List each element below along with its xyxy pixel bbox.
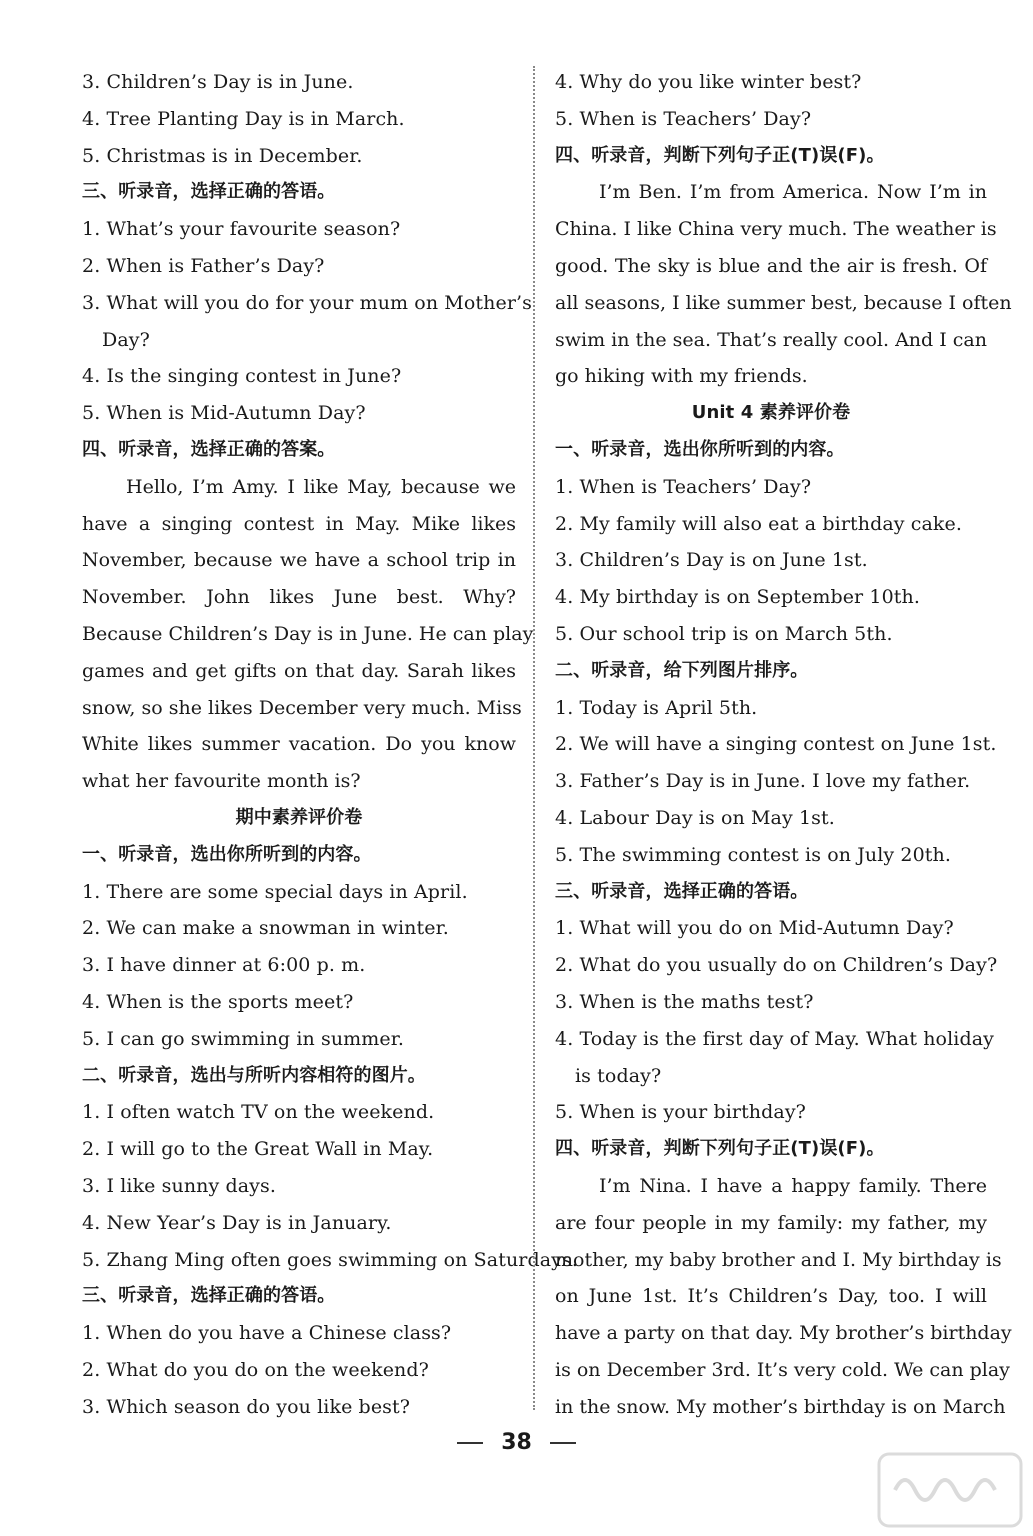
column-divider <box>533 66 535 1410</box>
question-line: 2. We will have a singing contest on June 1st. <box>555 733 997 756</box>
question-line: 3. I have dinner at 6:00 p. m. <box>82 954 366 977</box>
question-line: 3. I like sunny days. <box>82 1174 277 1197</box>
section-heading: 四、听录音，选择正确的答案。 <box>82 438 336 460</box>
passage-line: China. I like China very much. The weather is <box>555 218 997 241</box>
question-line: is today? <box>575 1064 662 1087</box>
question-line: Day? <box>102 328 150 351</box>
passage-line: all seasons, I like summer best, because I often <box>555 291 1012 314</box>
question-line: 1. When do you have a Chinese class? <box>82 1322 452 1345</box>
watermark-logo <box>875 1450 1025 1530</box>
footer-dash-right <box>550 1442 576 1444</box>
passage-line: are four people in my family: my father, my <box>555 1211 987 1234</box>
question-line: 5. When is your birthday? <box>555 1101 806 1124</box>
question-line: 3. When is the maths test? <box>555 990 814 1013</box>
question-line: 4. Why do you like winter best? <box>555 71 862 93</box>
section-heading: 四、听录音，判断下列句子正(T)误(F)。 <box>555 1138 885 1160</box>
question-line: 4. When is the sports meet? <box>82 990 354 1013</box>
question-line: 3. Children’s Day is in June. <box>82 71 354 93</box>
question-line: 1. What’s your favourite season? <box>82 218 401 241</box>
question-line: 5. When is Teachers’ Day? <box>555 107 812 130</box>
question-line: 1. What will you do on Mid-Autumn Day? <box>555 917 954 940</box>
passage-line: I’m Ben. I’m from America. Now I’m in <box>599 181 987 204</box>
question-line: 3. Children’s Day is on June 1st. <box>555 549 868 572</box>
section-heading: 三、听录音，选择正确的答语。 <box>555 880 809 902</box>
passage-line: in the snow. My mother’s birthday is on March <box>555 1395 1006 1418</box>
passage-line: White likes summer vacation. Do you know <box>82 733 516 756</box>
passage-line: games and get gifts on that day. Sarah likes <box>82 659 516 682</box>
question-line: 4. New Year’s Day is in January. <box>82 1211 392 1234</box>
question-line: 3. Father’s Day is in June. I love my father. <box>555 770 971 793</box>
passage <box>555 1168 1012 1426</box>
question-line: 3. What will you do for your mum on Mother’s <box>82 291 532 314</box>
question-line: 2. My family will also eat a birthday cake. <box>555 512 963 535</box>
question-line: 3. Which season do you like best? <box>82 1395 411 1418</box>
section-heading: 三、听录音，选择正确的答语。 <box>82 181 336 203</box>
section-heading: 三、听录音，选择正确的答语。 <box>82 1285 336 1307</box>
question-line: 4. My birthday is on September 10th. <box>555 586 920 609</box>
question-line: 5. When is Mid-Autumn Day? <box>82 402 366 425</box>
question-line: 4. Tree Planting Day is in March. <box>82 107 405 130</box>
passage <box>555 174 1012 395</box>
question-line: 1. There are some special days in April. <box>82 880 468 903</box>
question-line: 5. The swimming contest is on July 20th. <box>555 843 951 866</box>
question-line: 5. Christmas is in December. <box>82 144 363 167</box>
question-line: 2. When is Father’s Day? <box>82 254 325 277</box>
passage-line: on June 1st. It’s Children’s Day, too. I will <box>555 1285 987 1308</box>
question-line: 2. We can make a snowman in winter. <box>82 917 449 940</box>
passage-line: Because Children’s Day is in June. He can play <box>82 622 534 645</box>
passage-line: good. The sky is blue and the air is fresh. Of <box>555 254 987 277</box>
left-column <box>82 64 578 1425</box>
right-column <box>555 64 1012 1425</box>
passage-line: have a singing contest in May. Mike likes <box>82 512 516 535</box>
section-heading: 一、听录音，选出你所听到的内容。 <box>82 843 372 865</box>
question-line: 4. Today is the first day of May. What holiday <box>555 1027 994 1050</box>
passage-line: November, because we have a school trip in <box>82 549 516 572</box>
question-line: 4. Labour Day is on May 1st. <box>555 806 835 829</box>
passage-line: Hello, I’m Amy. I like May, because we <box>126 475 516 498</box>
test-title: 期中素养评价卷 <box>235 806 363 828</box>
test-title: Unit 4 素养评价卷 <box>691 402 851 424</box>
section-heading: 四、听录音，判断下列句子正(T)误(F)。 <box>555 144 885 166</box>
section-heading: 二、听录音，给下列图片排序。 <box>555 659 809 681</box>
passage-line: what her favourite month is? <box>82 770 361 793</box>
question-line: 2. What do you usually do on Children’s Day? <box>555 954 998 977</box>
question-line: 5. Zhang Ming often goes swimming on Saturdays. <box>82 1248 578 1271</box>
passage-line: swim in the sea. That’s really cool. And I can <box>555 328 987 351</box>
passage-line: go hiking with my friends. <box>555 365 808 388</box>
question-line: 2. I will go to the Great Wall in May. <box>82 1138 434 1161</box>
question-line: 4. Is the singing contest in June? <box>82 365 402 388</box>
passage-line: mother, my baby brother and I. My birthday is <box>555 1248 1002 1271</box>
passage-line: I’m Nina. I have a happy family. There <box>599 1174 987 1197</box>
question-line: 1. When is Teachers’ Day? <box>555 475 812 498</box>
passage-line: snow, so she likes December very much. Miss <box>82 696 522 719</box>
section-heading: 一、听录音，选出你所听到的内容。 <box>555 438 845 460</box>
footer-dash-left <box>457 1442 483 1444</box>
page-number: 38 <box>501 1430 532 1455</box>
passage <box>82 469 534 800</box>
question-line: 1. I often watch TV on the weekend. <box>82 1101 435 1124</box>
question-line: 5. Our school trip is on March 5th. <box>555 622 893 645</box>
passage-line: November. John likes June best. Why? <box>82 586 516 609</box>
question-line: 2. What do you do on the weekend? <box>82 1358 429 1381</box>
question-line: 5. I can go swimming in summer. <box>82 1027 404 1050</box>
passage-line: is on December 3rd. It’s very cold. We can play <box>555 1358 1010 1381</box>
section-heading: 二、听录音，选出与所听内容相符的图片。 <box>82 1064 426 1086</box>
passage-line: have a party on that day. My brother’s birthday <box>555 1322 1012 1345</box>
question-line: 1. Today is April 5th. <box>555 696 758 719</box>
